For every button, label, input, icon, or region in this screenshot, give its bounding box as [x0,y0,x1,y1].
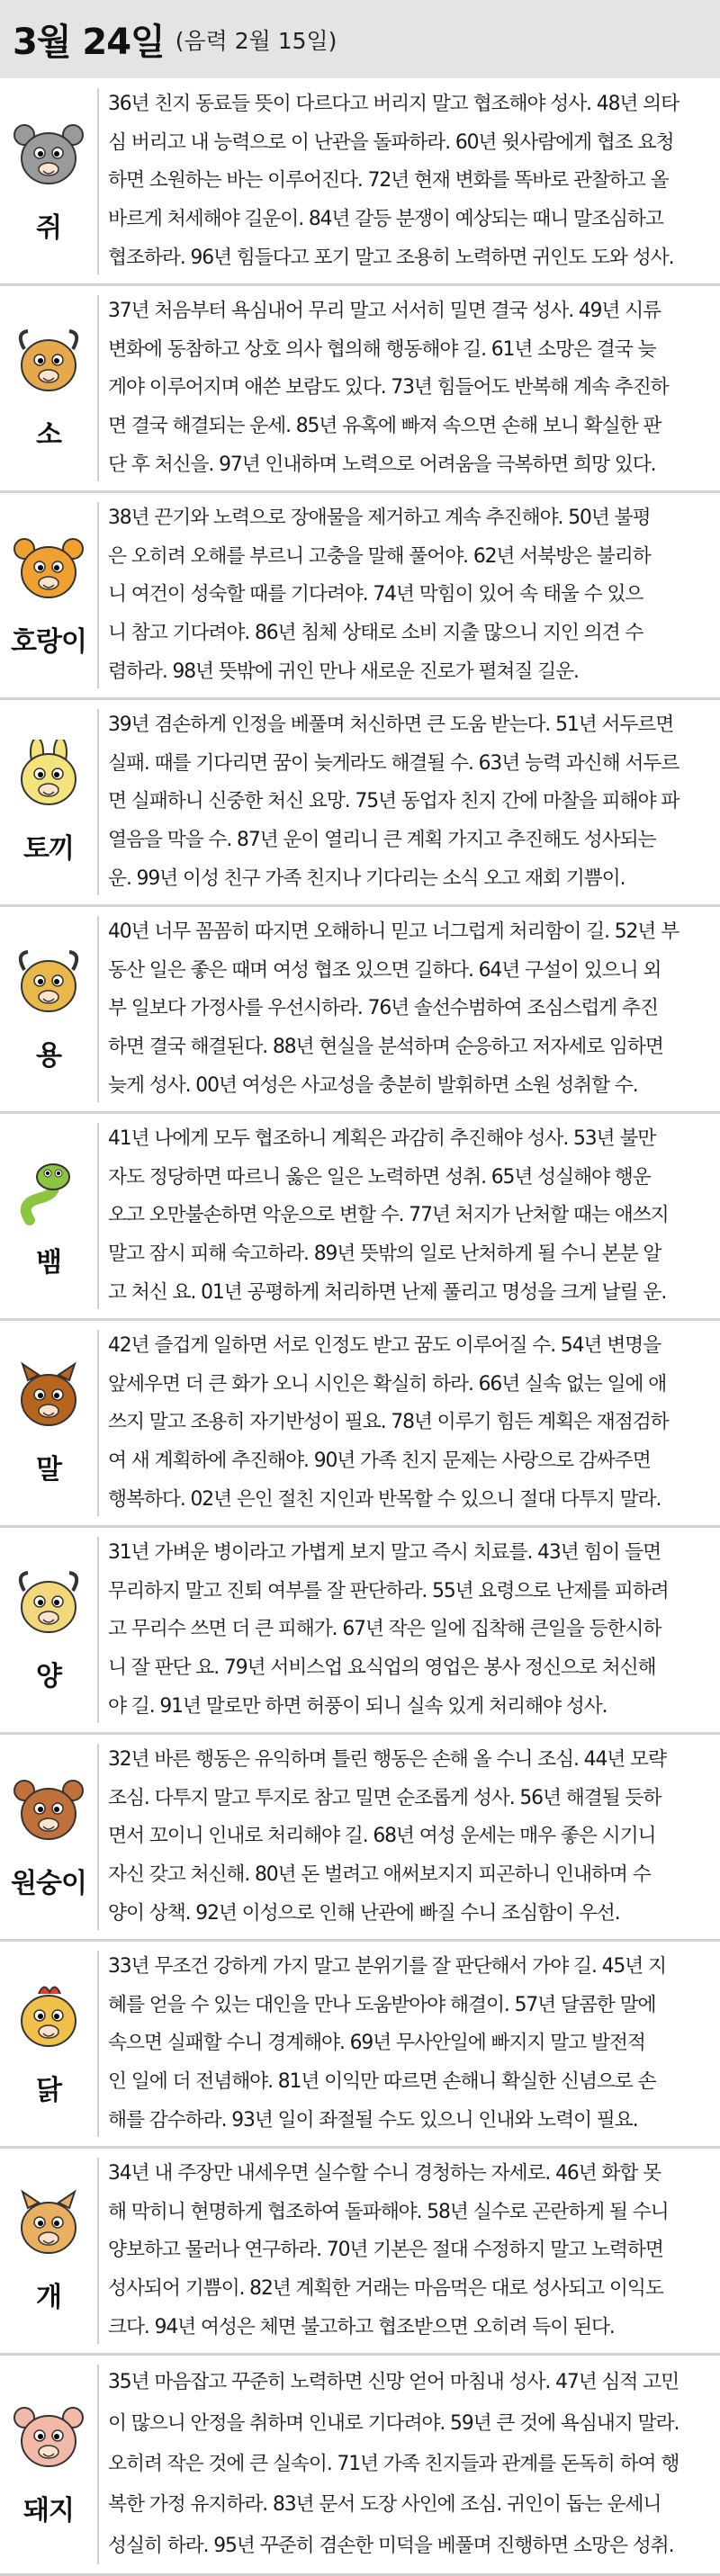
fortune-line: 부 일보다 가정사를 우선시하라. 76년 솔선수범하여 조심스럽게 추진 [108,997,658,1020]
fortune-line: 고 처신 요. 01년 공평하게 처리하면 난제 풀리고 명성을 크게 날릴 운. [108,1281,667,1305]
fortune-entry [0,907,720,1114]
zodiac-name: 말 [36,1453,61,1485]
horse-icon [12,1360,86,1434]
dragon-icon [12,947,86,1020]
divider [97,295,99,481]
fortune-line: 여 새 계획하에 추진해야. 90년 가족 친지 문제는 사랑으로 감싸주면 [108,1450,651,1473]
fortune-line: 39년 겸손하게 인정을 베풀며 처신하면 큰 도움 받는다. 51년 서두르면 [108,713,674,736]
fortune-line: 32년 바른 행동은 유익하며 틀린 행동은 손해 올 수니 조심. 44년 모략 [108,1747,666,1771]
fortune-line: 성실히 하라. 95년 꾸준히 겸손한 미덕을 베풀며 진행하면 소망은 성취. [108,2534,674,2557]
zodiac-label [0,1321,97,1525]
zodiac-label [0,1942,97,2146]
fortune-line: 단 후 처신을. 97년 인내하며 노력으로 어려움을 극복하면 희망 있다. [108,453,656,477]
fortune-text [108,1528,713,1732]
fortune-line: 양이 상책. 92년 이성으로 인해 난관에 빠질 수니 조심함이 우선. [108,1902,620,1925]
fortune-text [108,286,713,490]
fortune-line: 니 참고 기다려야. 86년 침체 상태로 소비 지출 많으니 지인 의견 수 [108,622,644,645]
fortune-line: 오히려 작은 것에 큰 실속이. 71년 가족 친지들과 관계를 돈독히 하여 행 [108,2452,680,2475]
divider [97,502,99,688]
fortune-line: 이 많으니 안정을 취하며 인내로 기다려야. 59년 큰 것에 욕심내지 말라. [108,2411,680,2435]
fortune-text [108,79,713,283]
fortune-text [108,1114,713,1318]
zodiac-label [0,286,97,490]
fortune-line: 하면 소원하는 바는 이루어진다. 72년 현재 변화를 똑바로 관찰하고 올 [108,169,669,193]
divider [97,916,99,1102]
divider [97,1744,99,1930]
divider [97,88,99,274]
fortune-entry [0,1735,720,1942]
fortune-line: 속으면 실패할 수니 경계해야. 69년 무사안일에 빠지지 말고 발전적 [108,2032,645,2055]
zodiac-name: 양 [36,1660,61,1692]
fortune-line: 복한 가정 유지하라. 83년 문서 도장 사인에 조심. 귀인이 돕는 운세니 [108,2493,662,2517]
fortune-line: 고 무리수 쓰면 더 큰 피해가. 67년 작은 일에 집착해 큰일을 등한시하 [108,1618,662,1641]
fortune-text [108,493,713,697]
zodiac-name: 소 [36,418,61,451]
zodiac-name: 뱀 [36,1246,61,1279]
fortune-line: 자신 갖고 처신해. 80년 돈 벌려고 애써보지지 피곤하니 인내하며 수 [108,1863,651,1887]
fortune-entry [0,286,720,493]
fortune-entry [0,493,720,700]
fortune-line: 34년 내 주장만 내세우면 실수할 수니 경청하는 자세로. 46년 화합 못 [108,2161,662,2185]
fortune-line: 렴하라. 98년 뜻밖에 귀인 만나 새로운 진로가 펼쳐질 길운. [108,660,579,684]
fortune-entry [0,700,720,907]
zodiac-label [0,2356,97,2573]
fortune-line: 무리하지 말고 진퇴 여부를 잘 판단하라. 55년 요령으로 난제를 피하려 [108,1579,669,1602]
page-header [0,0,720,78]
snake-icon [12,1153,86,1227]
fortune-line: 면 실패하니 신중한 처신 요망. 75년 동업자 친지 간에 마찰을 피해야 파 [108,790,680,813]
fortune-line: 면서 꼬이니 인내로 처리해야 길. 68년 여성 운세는 매우 좋은 시기니 [108,1825,656,1848]
fortune-line: 동산 일은 좋은 때며 여성 협조 있으면 길하다. 64년 구설이 있으니 외 [108,958,662,982]
fortune-line: 말고 잠시 피해 숙고하라. 89년 뜻밖의 일로 난처하게 될 수니 본분 알 [108,1243,662,1266]
fortune-line: 야 길. 91년 말로만 하면 허풍이 되니 실속 있게 처리해야 성사. [108,1695,608,1719]
fortune-line: 37년 처음부터 욕심내어 무리 말고 서서히 밀면 결국 성사. 49년 시류 [108,299,662,322]
lunar-date: (음력 2월 15일) [175,27,338,54]
fortune-entry [0,2356,720,2576]
zodiac-label [0,79,97,283]
fortune-line: 면 결국 해결되는 운세. 85년 유혹에 빠져 속으면 손해 보니 확실한 판 [108,415,662,438]
fortune-entry [0,1321,720,1528]
zodiac-name: 돼지 [23,2495,74,2527]
rabbit-icon [12,740,86,813]
divider [97,1330,99,1516]
dog-icon [12,2188,86,2262]
divider [97,2365,99,2564]
fortune-line: 40년 너무 꼼꼼히 따지면 오해하니 믿고 너그럽게 처리함이 길. 52년 부 [108,920,680,943]
fortune-entry [0,1114,720,1321]
fortune-line: 심 버리고 내 능력으로 이 난관을 돌파하라. 60년 윗사람에게 협조 요청 [108,130,674,154]
fortune-line: 혜를 얻을 수 있는 대인을 만나 도움받아야 해결이. 57년 달콤한 말에 [108,1993,656,2016]
fortune-line: 게야 이루어지며 애쓴 보람도 있다. 73년 힘들어도 반복해 계속 추진하 [108,376,669,399]
fortune-line: 행복하다. 02년 은인 절친 지인과 반목할 수 있으니 절대 다투지 말라. [108,1488,662,1512]
fortune-line: 41년 나에게 모두 협조하니 계획은 과감히 추진해야 성사. 53년 불만 [108,1126,656,1150]
fortune-text [108,700,713,904]
zodiac-label [0,2149,97,2353]
fortune-text [108,1735,713,1939]
fortune-text [108,2356,713,2573]
fortune-line: 36년 친지 동료들 뜻이 다르다고 버리지 말고 협조해야 성사. 48년 의타 [108,92,680,115]
fortune-text [108,2149,713,2353]
fortune-line: 크다. 94년 여성은 체면 불고하고 협조받으면 오히려 득이 된다. [108,2316,615,2339]
divider [97,1951,99,2137]
zodiac-name: 닭 [36,2074,61,2106]
monkey-icon [12,1774,86,1848]
fortune-entry [0,2149,720,2356]
fortune-line: 변화에 동참하고 상호 의사 협의해 행동해야 길. 61년 소망은 결국 늦 [108,337,656,361]
fortune-line: 실패. 때를 기다리면 꿈이 늦게라도 해결될 수. 63년 능력 과신해 서두르 [108,751,680,775]
fortune-line: 운. 99년 이성 친구 가족 친지나 기다리는 소식 오고 재회 기쁨이. [108,867,626,891]
fortune-line: 쓰지 말고 조용히 자기반성이 필요. 78년 이루기 힘든 계획은 재점검하 [108,1411,669,1434]
zodiac-name: 용 [36,1039,61,1072]
fortune-line: 인 일에 더 전념해야. 81년 이익만 따르면 손해니 확실한 신념으로 손 [108,2070,656,2094]
fortune-line: 오고 오만불손하면 악운으로 변할 수. 77년 처지가 난처할 때는 애쓰지 [108,1204,669,1227]
fortune-text [108,1942,713,2146]
fortune-line: 하면 결국 해결된다. 88년 현실을 분석하며 순응하고 저자세로 임하면 [108,1036,663,1059]
divider [97,709,99,895]
fortune-line: 열음을 막을 수. 87년 운이 열리니 큰 계획 가지고 추진해도 성사되는 [108,829,656,852]
fortune-line: 35년 마음잡고 꾸준히 노력하면 신망 얻어 마침내 성사. 47년 심적 고민 [108,2371,680,2394]
fortune-entry [0,79,720,286]
fortune-line: 33년 무조건 강하게 가지 말고 분위기를 잘 판단해서 가야 길. 45년 지 [108,1954,666,1978]
divider [97,1123,99,1309]
zodiac-label [0,907,97,1111]
fortune-line: 해 막히니 현명하게 협조하여 돌파해야. 58년 실수로 곤란하게 될 수니 [108,2200,669,2223]
zodiac-name: 호랑이 [11,625,86,658]
date-title: 3월 24일 [13,22,165,63]
rat-icon [12,119,86,193]
zodiac-label [0,493,97,697]
zodiac-name: 개 [36,2281,61,2313]
fortune-line: 양보하고 물러나 연구하라. 70년 기본은 절대 수정하지 말고 노력하면 [108,2239,663,2262]
fortune-text [108,1321,713,1525]
fortune-line: 42년 즐겁게 일하면 서로 인정도 받고 꿈도 이루어질 수. 54년 변명을 [108,1333,662,1357]
fortune-line: 니 잘 판단 요. 79년 서비스업 요식업의 영업은 봉사 정신으로 처신해 [108,1656,656,1680]
fortune-line: 38년 끈기와 노력으로 장애물을 제거하고 계속 추진해야. 50년 불평 [108,506,651,529]
fortune-entry [0,1528,720,1735]
divider [97,2158,99,2344]
pig-icon [12,2401,86,2475]
fortune-line: 은 오히려 오해를 부르니 고충을 말해 풀어야. 62년 서북방은 불리하 [108,544,651,568]
zodiac-label [0,700,97,904]
zodiac-name: 쥐 [36,211,61,244]
fortune-line: 협조하라. 96년 힘들다고 포기 말고 조용히 노력하면 귀인도 도와 성사. [108,247,674,270]
tiger-icon [12,533,86,606]
fortune-entry [0,1942,720,2149]
fortune-line: 해를 감수하라. 93년 일이 좌절될 수도 있으니 인내와 노력이 필요. [108,2109,638,2132]
zodiac-label [0,1528,97,1732]
fortune-line: 자도 정당하면 따르니 옳은 일은 노력하면 성취. 65년 성실해야 행운 [108,1165,651,1189]
fortune-line: 니 여건이 성숙할 때를 기다려야. 74년 막힘이 있어 속 태울 수 있으 [108,583,644,606]
divider [97,1537,99,1723]
rooster-icon [12,1981,86,2055]
fortune-line: 바르게 처세해야 길운이. 84년 갈등 분쟁이 예상되는 때니 말조심하고 [108,208,663,231]
fortune-line: 성사되어 기쁨이. 82년 계획한 거래는 마음먹은 대로 성사되고 이익도 [108,2277,663,2301]
fortune-line: 조심. 다투지 말고 투지로 참고 밀면 순조롭게 성사. 56년 해결될 듯하 [108,1786,662,1809]
zodiac-label [0,1735,97,1939]
zodiac-name: 원숭이 [11,1867,86,1899]
fortune-line: 늦게 성사. 00년 여성은 사교성을 충분히 발휘하면 소원 성취할 수. [108,1074,638,1098]
zodiac-name: 토끼 [23,832,74,865]
fortune-line: 앞세우면 더 큰 화가 오니 시인은 확실히 하라. 66년 실속 없는 일에 애 [108,1372,667,1396]
zodiac-label [0,1114,97,1318]
fortune-text [108,907,713,1111]
sheep-icon [12,1567,86,1641]
ox-icon [12,326,86,399]
fortune-line: 31년 가벼운 병이라고 가볍게 보지 말고 즉시 치료를. 43년 힘이 들면 [108,1540,662,1564]
